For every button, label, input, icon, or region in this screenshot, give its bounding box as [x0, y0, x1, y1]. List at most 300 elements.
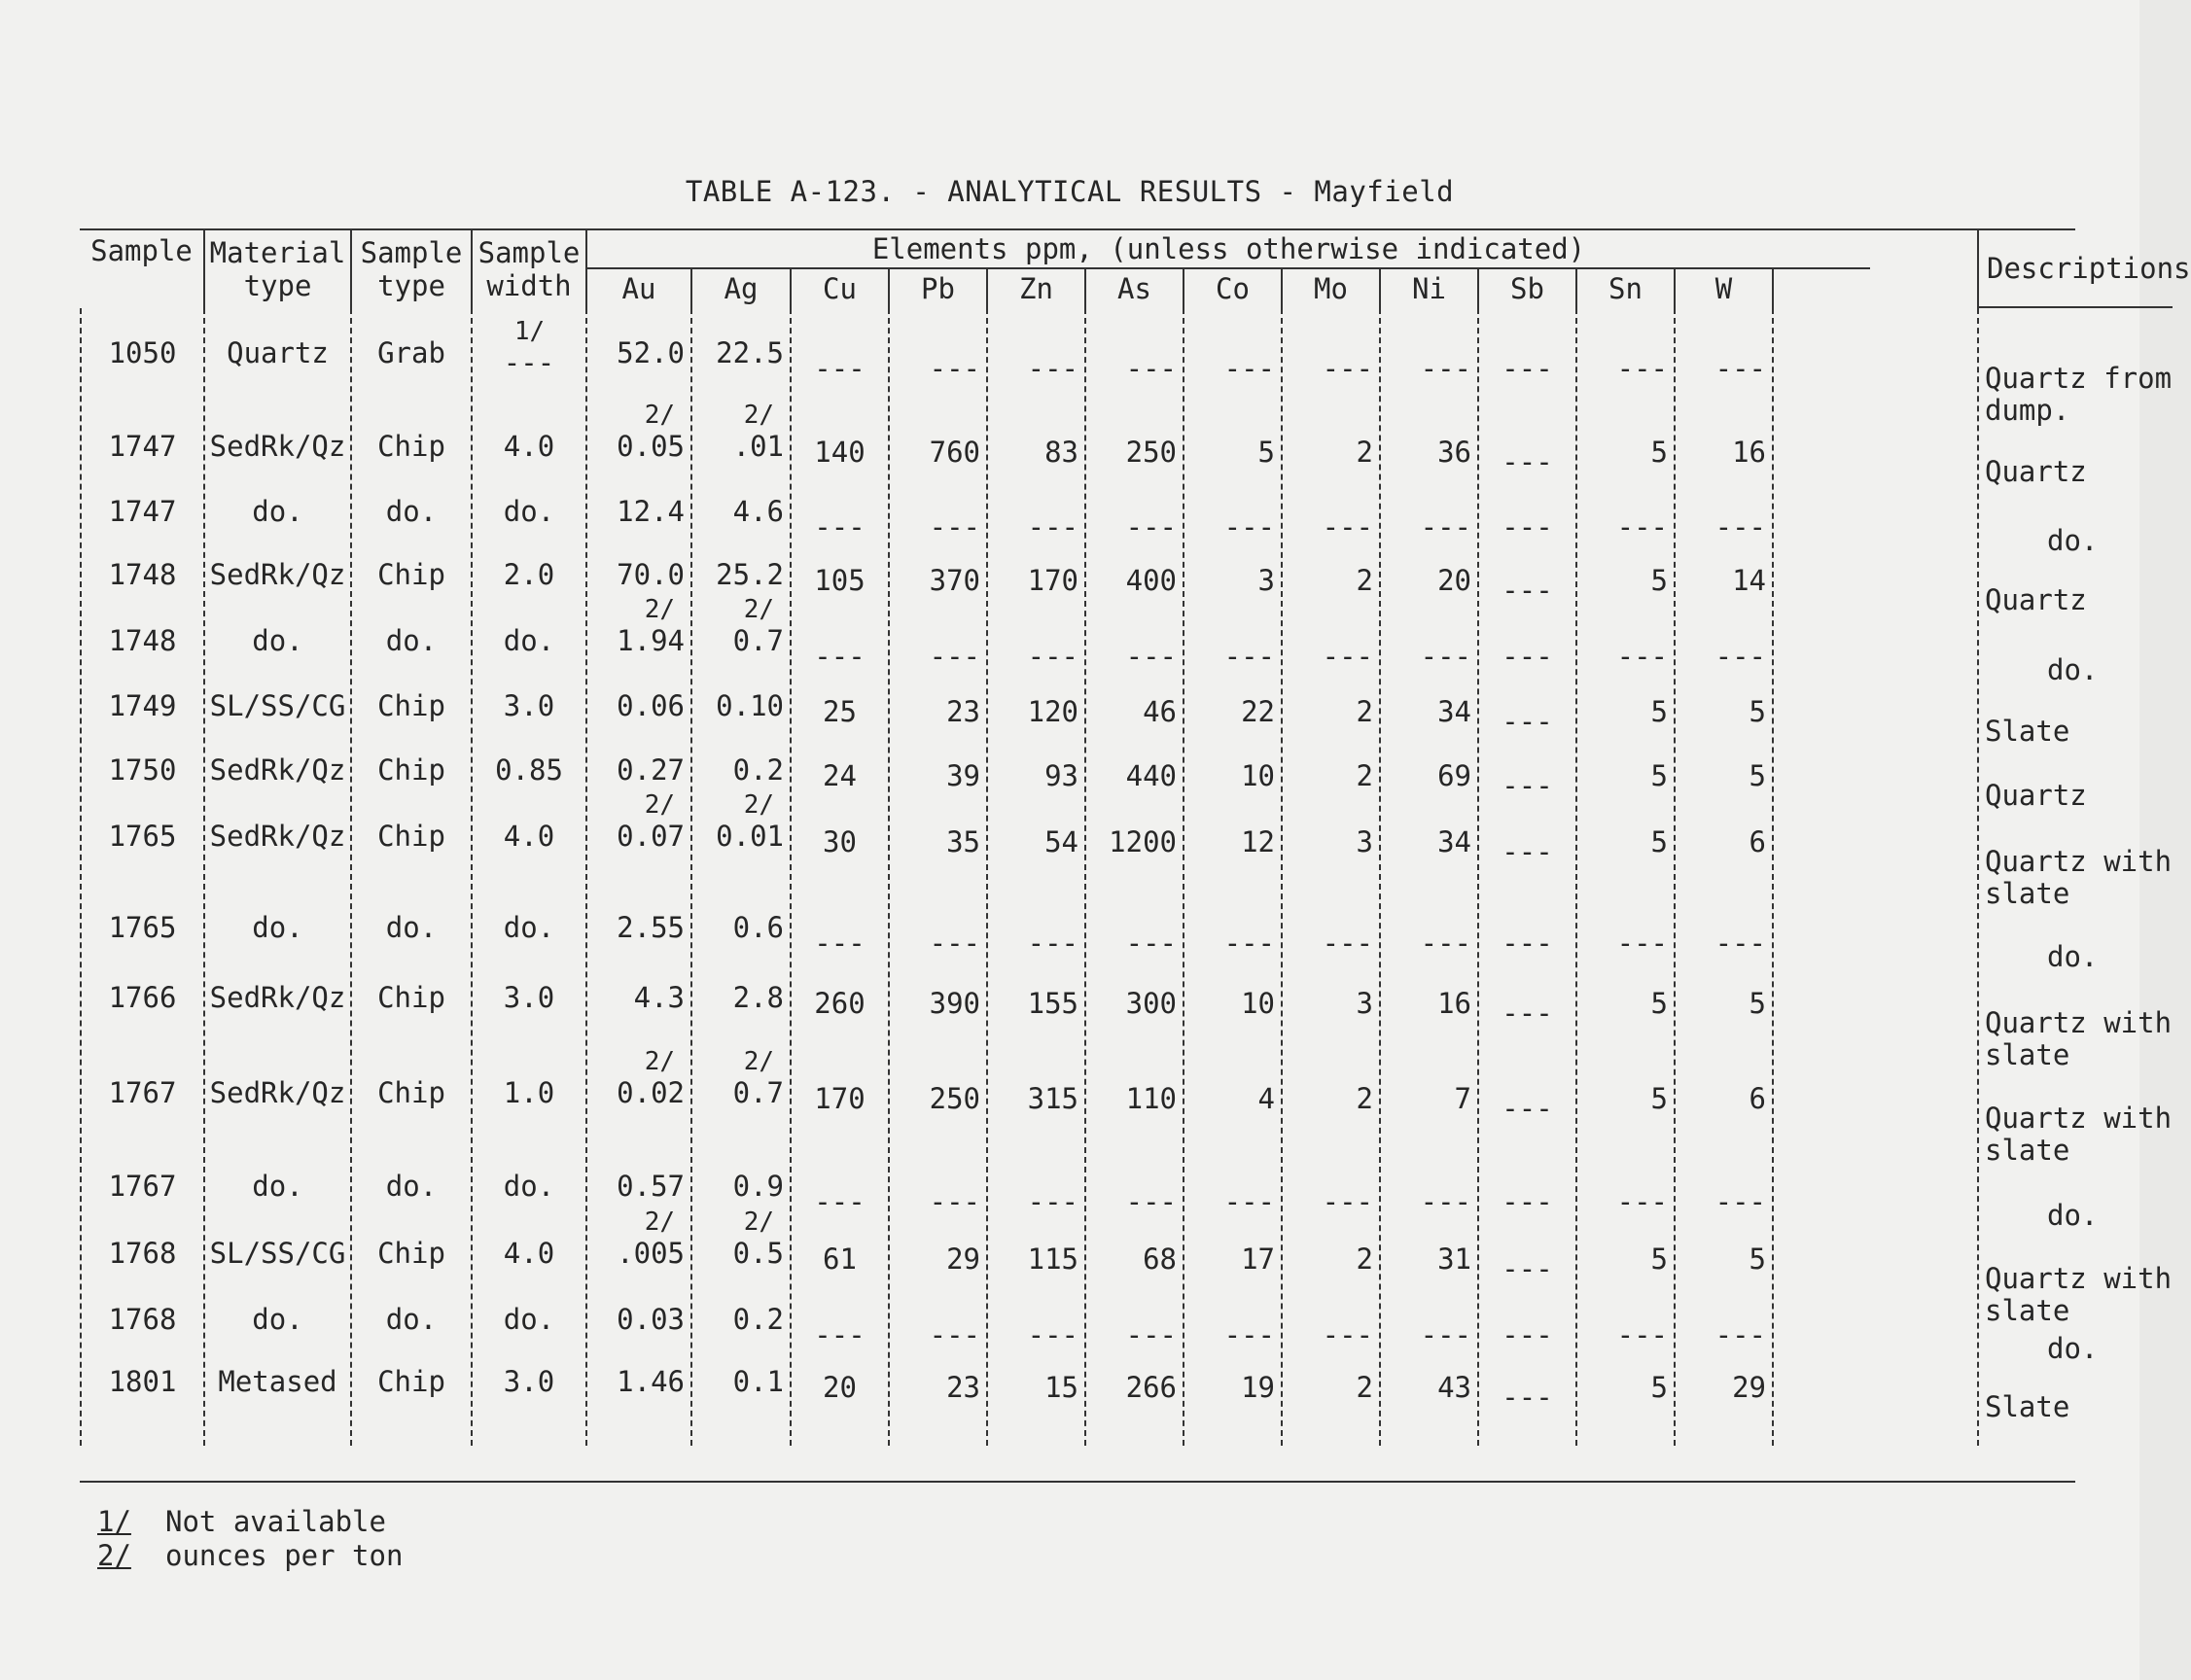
cell-value: 390	[929, 986, 980, 1020]
footnote-reference: 2/	[743, 1208, 774, 1237]
cell-value: Chip	[377, 753, 445, 788]
cell-ni	[1381, 984, 1477, 1023]
cell-sn	[1577, 924, 1674, 962]
cell-cu	[792, 692, 888, 731]
column-ag	[690, 308, 790, 1446]
cell-value: ---	[1125, 1317, 1177, 1351]
cell-value: 20	[1437, 564, 1471, 598]
cell-ni	[1381, 1368, 1477, 1407]
cell-ni	[1381, 637, 1477, 676]
cell-cu	[792, 433, 888, 472]
cell-type	[352, 1234, 471, 1273]
cell-value: .005 2/	[617, 1208, 685, 1270]
header-element: Sb	[1477, 269, 1575, 308]
cell-pb	[890, 637, 986, 676]
cell-co	[1184, 1368, 1281, 1407]
cell-w	[1676, 692, 1772, 731]
cell-au	[587, 789, 690, 856]
cell-value: SedRk/Qz	[209, 429, 346, 463]
cell-w	[1676, 637, 1772, 676]
cell-value: ---	[1714, 927, 1766, 961]
description-line: slate	[1985, 1134, 2070, 1168]
cell-type	[352, 621, 471, 660]
cell-mo	[1283, 637, 1379, 676]
cell-value: 68	[1143, 1242, 1177, 1276]
cell-value: 1766	[108, 980, 177, 1014]
cell-co	[1184, 433, 1281, 472]
cell-ag	[692, 1047, 790, 1112]
cell-value: ---	[1223, 639, 1275, 673]
cell-value: 2	[1356, 759, 1373, 793]
header-element: Sn	[1575, 269, 1674, 308]
cell-value: ---	[1616, 927, 1668, 961]
cell-value: 370	[929, 564, 980, 598]
cell-zn	[988, 692, 1084, 731]
table-title: TABLE A-123. - ANALYTICAL RESULTS - Mayfield	[685, 175, 1455, 208]
header-elements-group: Elements ppm, (unless otherwise indicated)	[585, 230, 1870, 269]
cell-value: Metased	[218, 1365, 337, 1399]
cell-value: Chip	[377, 1076, 445, 1110]
cell-as	[1086, 637, 1183, 676]
cell-value: ---	[929, 351, 980, 385]
cell-value: 54	[1044, 824, 1078, 858]
cell-value: 29	[1732, 1371, 1766, 1405]
cell-ag	[692, 1167, 790, 1206]
cell-value: 1.94 2/	[617, 594, 685, 657]
cell-mo	[1283, 1315, 1379, 1354]
cell-value: ---	[1027, 927, 1078, 961]
cell-width	[473, 751, 585, 789]
cell-value: 1748	[108, 558, 177, 592]
cell-w	[1676, 1240, 1772, 1278]
cell-type	[352, 978, 471, 1017]
cell-material	[205, 817, 350, 856]
cell-cu	[792, 1240, 888, 1278]
cell-value: ---	[1502, 1252, 1553, 1285]
cell-value: 0.06	[617, 689, 685, 723]
cell-width	[473, 978, 585, 1017]
cell-sb	[1479, 442, 1575, 481]
cell-material	[205, 978, 350, 1017]
cell-zn	[988, 1240, 1084, 1278]
header-element: Mo	[1281, 269, 1379, 308]
cell-width	[473, 1234, 585, 1273]
cell-value: 5	[1749, 695, 1766, 729]
cell-value: 300	[1125, 986, 1177, 1020]
cell-value: ---	[1502, 1185, 1553, 1219]
header-sample-type-label-1: Sample	[360, 236, 463, 269]
cell-material	[205, 621, 350, 660]
cell-material	[205, 751, 350, 789]
cell-value: 0.03	[617, 1302, 685, 1336]
cell-au	[587, 1208, 690, 1273]
description-line: Quartz	[1985, 454, 2087, 488]
cell-value: 43	[1437, 1371, 1471, 1405]
cell-value: ---	[814, 1185, 866, 1219]
cell-value: 5	[1650, 564, 1668, 598]
cell-value: ---	[1322, 927, 1373, 961]
column-zn	[986, 308, 1084, 1446]
cell-sample	[82, 908, 203, 947]
cell-width	[473, 427, 585, 466]
cell-value: ---	[1502, 1317, 1553, 1351]
cell-value: 70.0	[617, 558, 685, 592]
cell-w	[1676, 1079, 1772, 1118]
header-element: Au	[585, 269, 690, 308]
cell-value: 140	[814, 435, 866, 469]
cell-type	[352, 817, 471, 856]
cell-value: SedRk/Qz	[209, 1076, 346, 1110]
column-desc	[1977, 308, 2173, 1446]
cell-value: do.	[503, 1302, 555, 1336]
cell-value: Chip	[377, 819, 445, 853]
cell-value: 440	[1125, 759, 1177, 793]
cell-ag	[692, 686, 790, 725]
header-element: W	[1674, 269, 1772, 308]
header-sample-label: Sample	[90, 234, 193, 267]
cell-value: 10	[1241, 759, 1275, 793]
cell-value: ---	[1322, 1317, 1373, 1351]
cell-cu	[792, 1315, 888, 1354]
header-sample-width-label-2: width	[486, 269, 572, 302]
cell-co	[1184, 637, 1281, 676]
cell-value: ---	[1502, 1092, 1553, 1126]
cell-sample	[82, 492, 203, 531]
cell-ni	[1381, 692, 1477, 731]
cell-zn	[988, 756, 1084, 795]
cell-value: 69	[1437, 759, 1471, 793]
cell-value: ---	[1714, 510, 1766, 544]
cell-value: 30	[823, 824, 857, 858]
cell-type	[352, 686, 471, 725]
cell-value: 1748	[108, 623, 177, 657]
description-line: Quartz	[1985, 779, 2087, 813]
cell-value: ---	[1502, 834, 1553, 868]
cell-value: do.	[252, 1170, 303, 1204]
footnote-reference: 2/	[743, 1047, 774, 1077]
cell-value: 2	[1356, 1242, 1373, 1276]
cell-type	[352, 1362, 471, 1401]
description-line: slate	[1985, 1037, 2070, 1071]
cell-value: 16	[1437, 986, 1471, 1020]
cell-value: ---	[1420, 351, 1471, 385]
cell-value: 5	[1650, 695, 1668, 729]
cell-co	[1184, 349, 1281, 388]
cell-value: 120	[1027, 695, 1078, 729]
cell-ag	[692, 594, 790, 660]
cell-value: 3	[1356, 986, 1373, 1020]
cell-value: ---	[1502, 639, 1553, 673]
cell-value: 1768	[108, 1237, 177, 1270]
cell-value: 16	[1732, 435, 1766, 469]
cell-value: 1768	[108, 1302, 177, 1336]
cell-zn	[988, 637, 1084, 676]
cell-value: 10	[1241, 986, 1275, 1020]
cell-as	[1086, 508, 1183, 546]
cell-sb	[1479, 1089, 1575, 1128]
cell-value: do.	[385, 1302, 438, 1336]
cell-co	[1184, 756, 1281, 795]
cell-sample	[82, 1167, 203, 1206]
cell-cu	[792, 561, 888, 600]
cell-pb	[890, 1368, 986, 1407]
description-line: Quartz with	[1985, 844, 2173, 878]
cell-zn	[988, 924, 1084, 962]
cell-value: 39	[946, 759, 980, 793]
header-descriptions: Descriptions	[1977, 230, 2173, 308]
cell-value: 0.5 2/	[732, 1208, 784, 1270]
cell-value: 115	[1027, 1242, 1078, 1276]
cell-value: 4.6	[732, 495, 784, 529]
cell-value: ---	[1502, 351, 1553, 385]
cell-value: 25	[823, 695, 857, 729]
cell-value: 315	[1027, 1082, 1078, 1116]
cell-value: 6	[1749, 1082, 1766, 1116]
cell-value: 34	[1437, 824, 1471, 858]
cell-ni	[1381, 508, 1477, 546]
cell-value: 400	[1125, 564, 1177, 598]
cell-pb	[890, 349, 986, 388]
cell-value: 1050	[108, 335, 177, 369]
cell-value: ---	[1502, 769, 1553, 803]
cell-value: 14	[1732, 564, 1766, 598]
header-sample-width-label-1: Sample	[477, 236, 581, 269]
footnote-text: Not available	[165, 1505, 386, 1538]
cell-value: 0.2	[732, 753, 784, 788]
cell-au	[587, 978, 690, 1017]
cell-value: do.	[503, 1170, 555, 1204]
cell-value: 5	[1749, 1242, 1766, 1276]
cell-value: 1.46	[617, 1365, 685, 1399]
cell-ni	[1381, 822, 1477, 861]
description-line: Slate	[1985, 1390, 2070, 1424]
cell-value: 3	[1257, 564, 1275, 598]
cell-co	[1184, 924, 1281, 962]
cell-pb	[890, 984, 986, 1023]
cell-pb	[890, 924, 986, 962]
cell-au	[587, 751, 690, 789]
cell-sn	[1577, 1240, 1674, 1278]
header-element: Co	[1183, 269, 1281, 308]
cell-value: ---	[929, 639, 980, 673]
cell-value: ---	[1502, 1381, 1553, 1415]
cell-value: do.	[252, 911, 303, 945]
column-blank	[1772, 308, 1870, 1446]
cell-value: 83	[1044, 435, 1078, 469]
cell-w	[1676, 924, 1772, 962]
cell-pb	[890, 822, 986, 861]
cell-value: 1747	[108, 429, 177, 463]
cell-width	[473, 492, 585, 531]
footnotes	[97, 1505, 403, 1573]
cell-sample	[82, 427, 203, 466]
cell-value: 5	[1650, 824, 1668, 858]
footnote-reference: 2/	[644, 789, 675, 820]
cell-ag	[692, 1300, 790, 1339]
description-line: Quartz with	[1985, 1102, 2173, 1136]
cell-cu	[792, 924, 888, 962]
cell-value: 105	[814, 564, 866, 598]
cell-value: 23	[946, 695, 980, 729]
cell-value: Chip	[377, 558, 445, 592]
cell-pb	[890, 1182, 986, 1221]
cell-value: 1801	[108, 1365, 177, 1399]
cell-cu	[792, 1079, 888, 1118]
header-material-type	[203, 230, 350, 308]
cell-value: 760	[929, 435, 980, 469]
cell-value: Chip	[377, 689, 445, 723]
column-ni	[1379, 308, 1477, 1446]
cell-as	[1086, 984, 1183, 1023]
cell-value: Grab	[377, 335, 445, 369]
cell-as	[1086, 822, 1183, 861]
column-type	[350, 308, 471, 1446]
cell-zn	[988, 984, 1084, 1023]
cell-type	[352, 751, 471, 789]
header-sample-width	[471, 230, 585, 308]
cell-as	[1086, 1315, 1183, 1354]
cell-value: Chip	[377, 1237, 445, 1270]
cell-value: ---	[1322, 639, 1373, 673]
cell-value: do.	[252, 623, 303, 657]
cell-pb	[890, 561, 986, 600]
cell-w	[1676, 561, 1772, 600]
cell-value: 5	[1650, 1082, 1668, 1116]
cell-ni	[1381, 349, 1477, 388]
header-sample-type	[350, 230, 471, 308]
cell-mo	[1283, 984, 1379, 1023]
cell-value: ---	[1027, 1185, 1078, 1219]
cell-mo	[1283, 1079, 1379, 1118]
cell-value: ---	[814, 927, 866, 961]
cell-sample	[82, 333, 203, 372]
cell-sn	[1577, 433, 1674, 472]
cell-value: ---	[1502, 705, 1553, 739]
cell-w	[1676, 822, 1772, 861]
cell-material	[205, 1073, 350, 1112]
cell-zn	[988, 349, 1084, 388]
cell-ag	[692, 751, 790, 789]
cell-as	[1086, 349, 1183, 388]
cell-value: ---	[1322, 351, 1373, 385]
cell-value: 1747	[108, 495, 177, 529]
cell-sb	[1479, 994, 1575, 1032]
description-line: slate	[1985, 1294, 2070, 1327]
cell-value: ---	[929, 1317, 980, 1351]
cell-value: ---	[1125, 1185, 1177, 1219]
cell-value: 23	[946, 1371, 980, 1405]
cell-value: ---	[1420, 1317, 1471, 1351]
cell-w	[1676, 1315, 1772, 1354]
cell-value: do.	[385, 911, 438, 945]
cell-value: ---	[929, 927, 980, 961]
header-sample	[80, 230, 203, 308]
cell-value: ---	[1027, 1317, 1078, 1351]
cell-sn	[1577, 1079, 1674, 1118]
cell-au	[587, 492, 690, 531]
cell-value: 22	[1241, 695, 1275, 729]
cell-mo	[1283, 692, 1379, 731]
cell-type	[352, 492, 471, 531]
cell-sn	[1577, 1182, 1674, 1221]
cell-as	[1086, 692, 1183, 731]
cell-au	[587, 1167, 690, 1206]
cell-value: SL/SS/CG	[209, 1237, 346, 1270]
cell-value: 5	[1650, 759, 1668, 793]
cell-value: Chip	[377, 980, 445, 1014]
cell-value: do.	[385, 495, 438, 529]
cell-au	[587, 400, 690, 466]
footnote-reference: 2/	[743, 594, 774, 624]
cell-value: 0.01 2/	[716, 789, 784, 853]
cell-value: SedRk/Qz	[209, 819, 346, 853]
cell-value: ---	[1223, 510, 1275, 544]
cell-value: 19	[1241, 1371, 1275, 1405]
description-line: do.	[2047, 652, 2099, 686]
cell-cu	[792, 1368, 888, 1407]
cell-sb	[1479, 1249, 1575, 1288]
cell-value: 0.9	[732, 1170, 784, 1204]
cell-type	[352, 908, 471, 947]
cell-value: ---	[1420, 1185, 1471, 1219]
header-blank	[1870, 230, 1977, 308]
cell-w	[1676, 1368, 1772, 1407]
cell-mo	[1283, 1368, 1379, 1407]
cell-value: 3.0	[503, 980, 555, 1014]
cell-pb	[890, 1240, 986, 1278]
cell-as	[1086, 1182, 1183, 1221]
description-line: do.	[2047, 524, 2099, 558]
analytical-results-table	[80, 228, 2191, 1483]
cell-material	[205, 1167, 350, 1206]
cell-au	[587, 1362, 690, 1401]
header-material-label-1: Material	[209, 236, 346, 269]
description-line: do.	[2047, 1331, 2099, 1365]
cell-value: ---	[1420, 639, 1471, 673]
column-material	[203, 308, 350, 1446]
cell-co	[1184, 1182, 1281, 1221]
cell-value: 5	[1749, 986, 1766, 1020]
column-sb	[1477, 308, 1575, 1446]
cell-type	[352, 1300, 471, 1339]
cell-ni	[1381, 756, 1477, 795]
description-line: do.	[2047, 1199, 2099, 1233]
cell-sample	[82, 1073, 203, 1112]
cell-as	[1086, 1079, 1183, 1118]
cell-sample	[82, 978, 203, 1017]
cell-value: 4.3	[633, 980, 685, 1014]
cell-value: ---	[1714, 351, 1766, 385]
cell-width	[473, 555, 585, 594]
cell-value: ---	[1420, 510, 1471, 544]
cell-value: 260	[814, 986, 866, 1020]
cell-zn	[988, 561, 1084, 600]
cell-zn	[988, 822, 1084, 861]
cell-w	[1676, 349, 1772, 388]
cell-cu	[792, 349, 888, 388]
cell-value: ---	[1223, 351, 1275, 385]
cell-sb	[1479, 924, 1575, 962]
cell-co	[1184, 822, 1281, 861]
cell-value: 0.02 2/	[617, 1047, 685, 1110]
cell-ag	[692, 908, 790, 947]
column-mo	[1281, 308, 1379, 1446]
cell-value: ---	[1027, 510, 1078, 544]
cell-width	[473, 1362, 585, 1401]
cell-value: 4.0	[503, 429, 555, 463]
cell-zn	[988, 1182, 1084, 1221]
cell-sn	[1577, 984, 1674, 1023]
